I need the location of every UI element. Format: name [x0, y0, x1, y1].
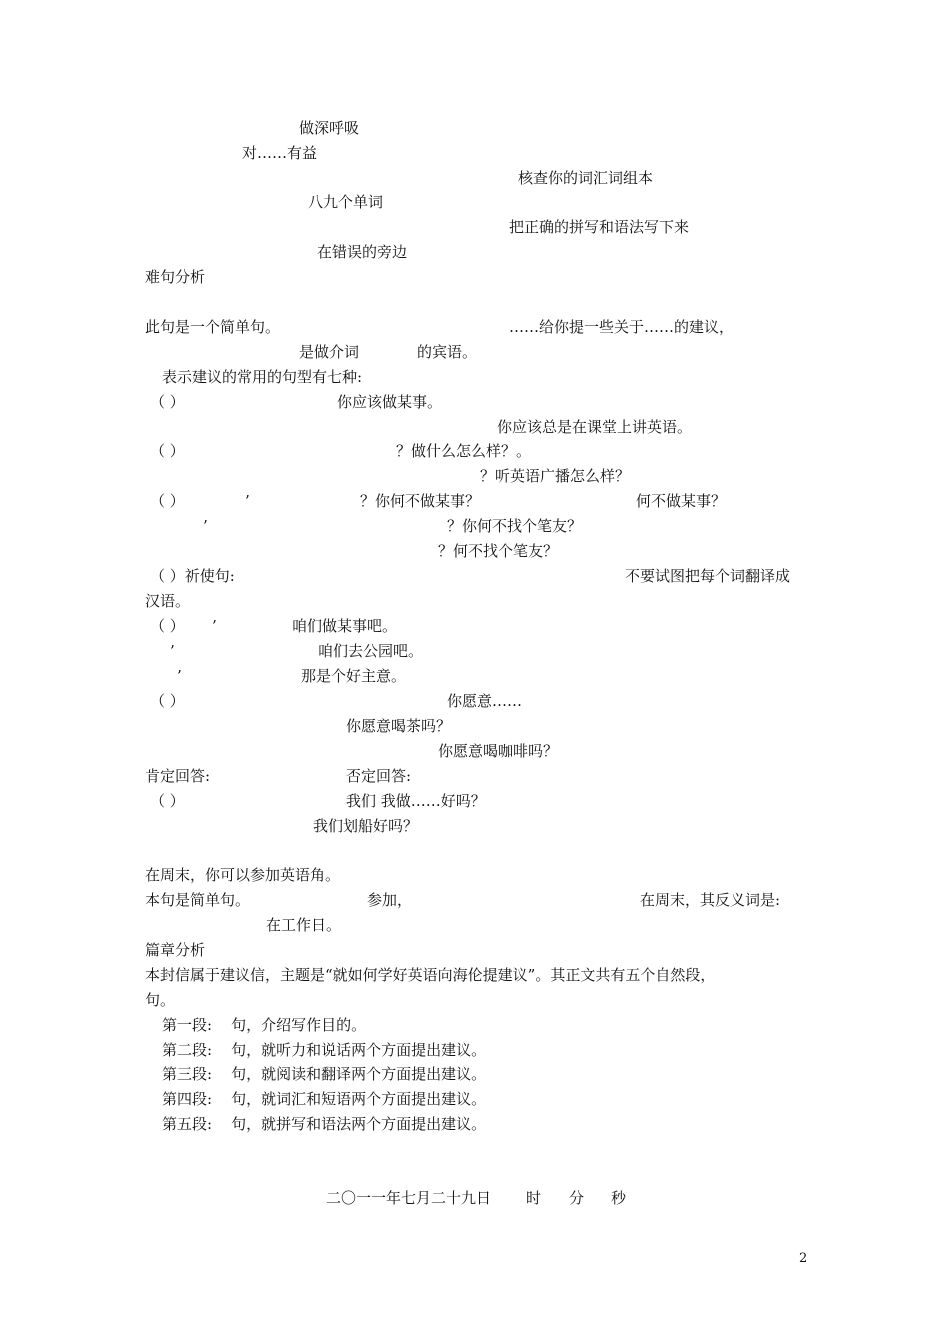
- text-line: 是做介词: [299, 343, 360, 361]
- text-line: （ ）: [150, 692, 185, 710]
- text-line: 在工作日。: [266, 916, 342, 934]
- text-line: 你应该总是在课堂上讲英语。: [497, 418, 693, 436]
- text-line: ’: [177, 667, 182, 685]
- page-number: 2: [799, 1251, 808, 1266]
- time-second-label: 秒: [611, 1189, 627, 1207]
- text-line: 你应该做某事。: [337, 393, 443, 411]
- text-line: 否定回答:: [346, 767, 412, 785]
- text-line: 的宾语。: [417, 343, 478, 361]
- text-line: ？做什么怎么样？。: [396, 442, 532, 460]
- text-line: ’: [245, 492, 250, 510]
- text-line: 核查你的词汇词组本: [518, 169, 654, 187]
- text-line: 你愿意喝咖啡吗？: [438, 742, 559, 760]
- paragraph-summary: 第三段: 句，就阅读和翻译两个方面提出建议。: [162, 1065, 487, 1083]
- paragraph-summary: 第二段: 句，就听力和说话两个方面提出建议。: [162, 1041, 487, 1059]
- text-line: 不要试图把每个词翻译成: [625, 567, 791, 585]
- time-hour-label: 时: [526, 1189, 542, 1207]
- text-line: ？听英语广播怎么样？: [480, 467, 631, 485]
- text-line: 你愿意……: [447, 692, 523, 710]
- text-line: （ ）: [150, 442, 185, 460]
- paragraph-summary: 第一段: 句，介绍写作目的。: [162, 1016, 367, 1034]
- text-line: 做深呼吸: [299, 119, 360, 137]
- text-line: 表示建议的常用的句型有七种:: [162, 368, 363, 386]
- text-line: 八九个单词: [308, 193, 384, 211]
- text-line: 我们 我做……好吗？: [346, 792, 486, 810]
- text-line: 咱们去公园吧。: [318, 642, 424, 660]
- text-line: 在周末，其反义词是:: [640, 891, 781, 909]
- text-line: （ ）: [150, 492, 185, 510]
- text-line: ……给你提一些关于……的建议，: [509, 318, 735, 336]
- paragraph-summary: 第五段: 句，就拼写和语法两个方面提出建议。: [162, 1115, 487, 1133]
- text-line: ’: [203, 517, 208, 535]
- time-minute-label: 分: [569, 1189, 585, 1207]
- text-line: 肯定回答:: [145, 767, 211, 785]
- text-line: （ ）祈使句:: [150, 567, 235, 585]
- text-line: ？何不找个笔友？: [438, 542, 559, 560]
- text-line: 本封信属于建议信，主题是“就如何学好英语向海伦提建议”。其正文共有五个自然段，: [145, 966, 716, 984]
- text-line: 那是个好主意。: [301, 667, 407, 685]
- text-line: 参加，: [367, 891, 413, 909]
- text-line: 把正确的拼写和语法写下来: [509, 218, 690, 236]
- text-line: 你愿意喝茶吗？: [346, 717, 452, 735]
- text-line: ？你何不做某事？: [360, 492, 481, 510]
- paragraph-summary: 第四段: 句，就词汇和短语两个方面提出建议。: [162, 1090, 487, 1108]
- section-heading: 篇章分析: [145, 941, 206, 959]
- text-line: ’: [170, 642, 175, 660]
- text-line: 本句是简单句。: [145, 891, 251, 909]
- text-line: 对……有益: [242, 144, 318, 162]
- section-heading: 难句分析: [145, 268, 206, 286]
- date-line: 二〇一一年七月二十九日: [326, 1189, 492, 1207]
- text-line: （ ）: [150, 393, 185, 411]
- text-line: 何不做某事？: [636, 492, 727, 510]
- text-line: 我们划船好吗？: [313, 817, 419, 835]
- text-line: 汉语。: [145, 592, 191, 610]
- text-line: 此句是一个简单句。: [145, 318, 281, 336]
- text-line: （ ）: [150, 617, 185, 635]
- text-line: 在周末，你可以参加英语角。: [145, 866, 341, 884]
- text-line: ？你何不找个笔友？: [447, 517, 583, 535]
- text-line: 句。: [145, 991, 176, 1009]
- text-line: ’: [212, 617, 217, 635]
- text-line: 在错误的旁边: [317, 243, 408, 261]
- text-line: （ ）: [150, 792, 185, 810]
- text-line: 咱们做某事吧。: [292, 617, 398, 635]
